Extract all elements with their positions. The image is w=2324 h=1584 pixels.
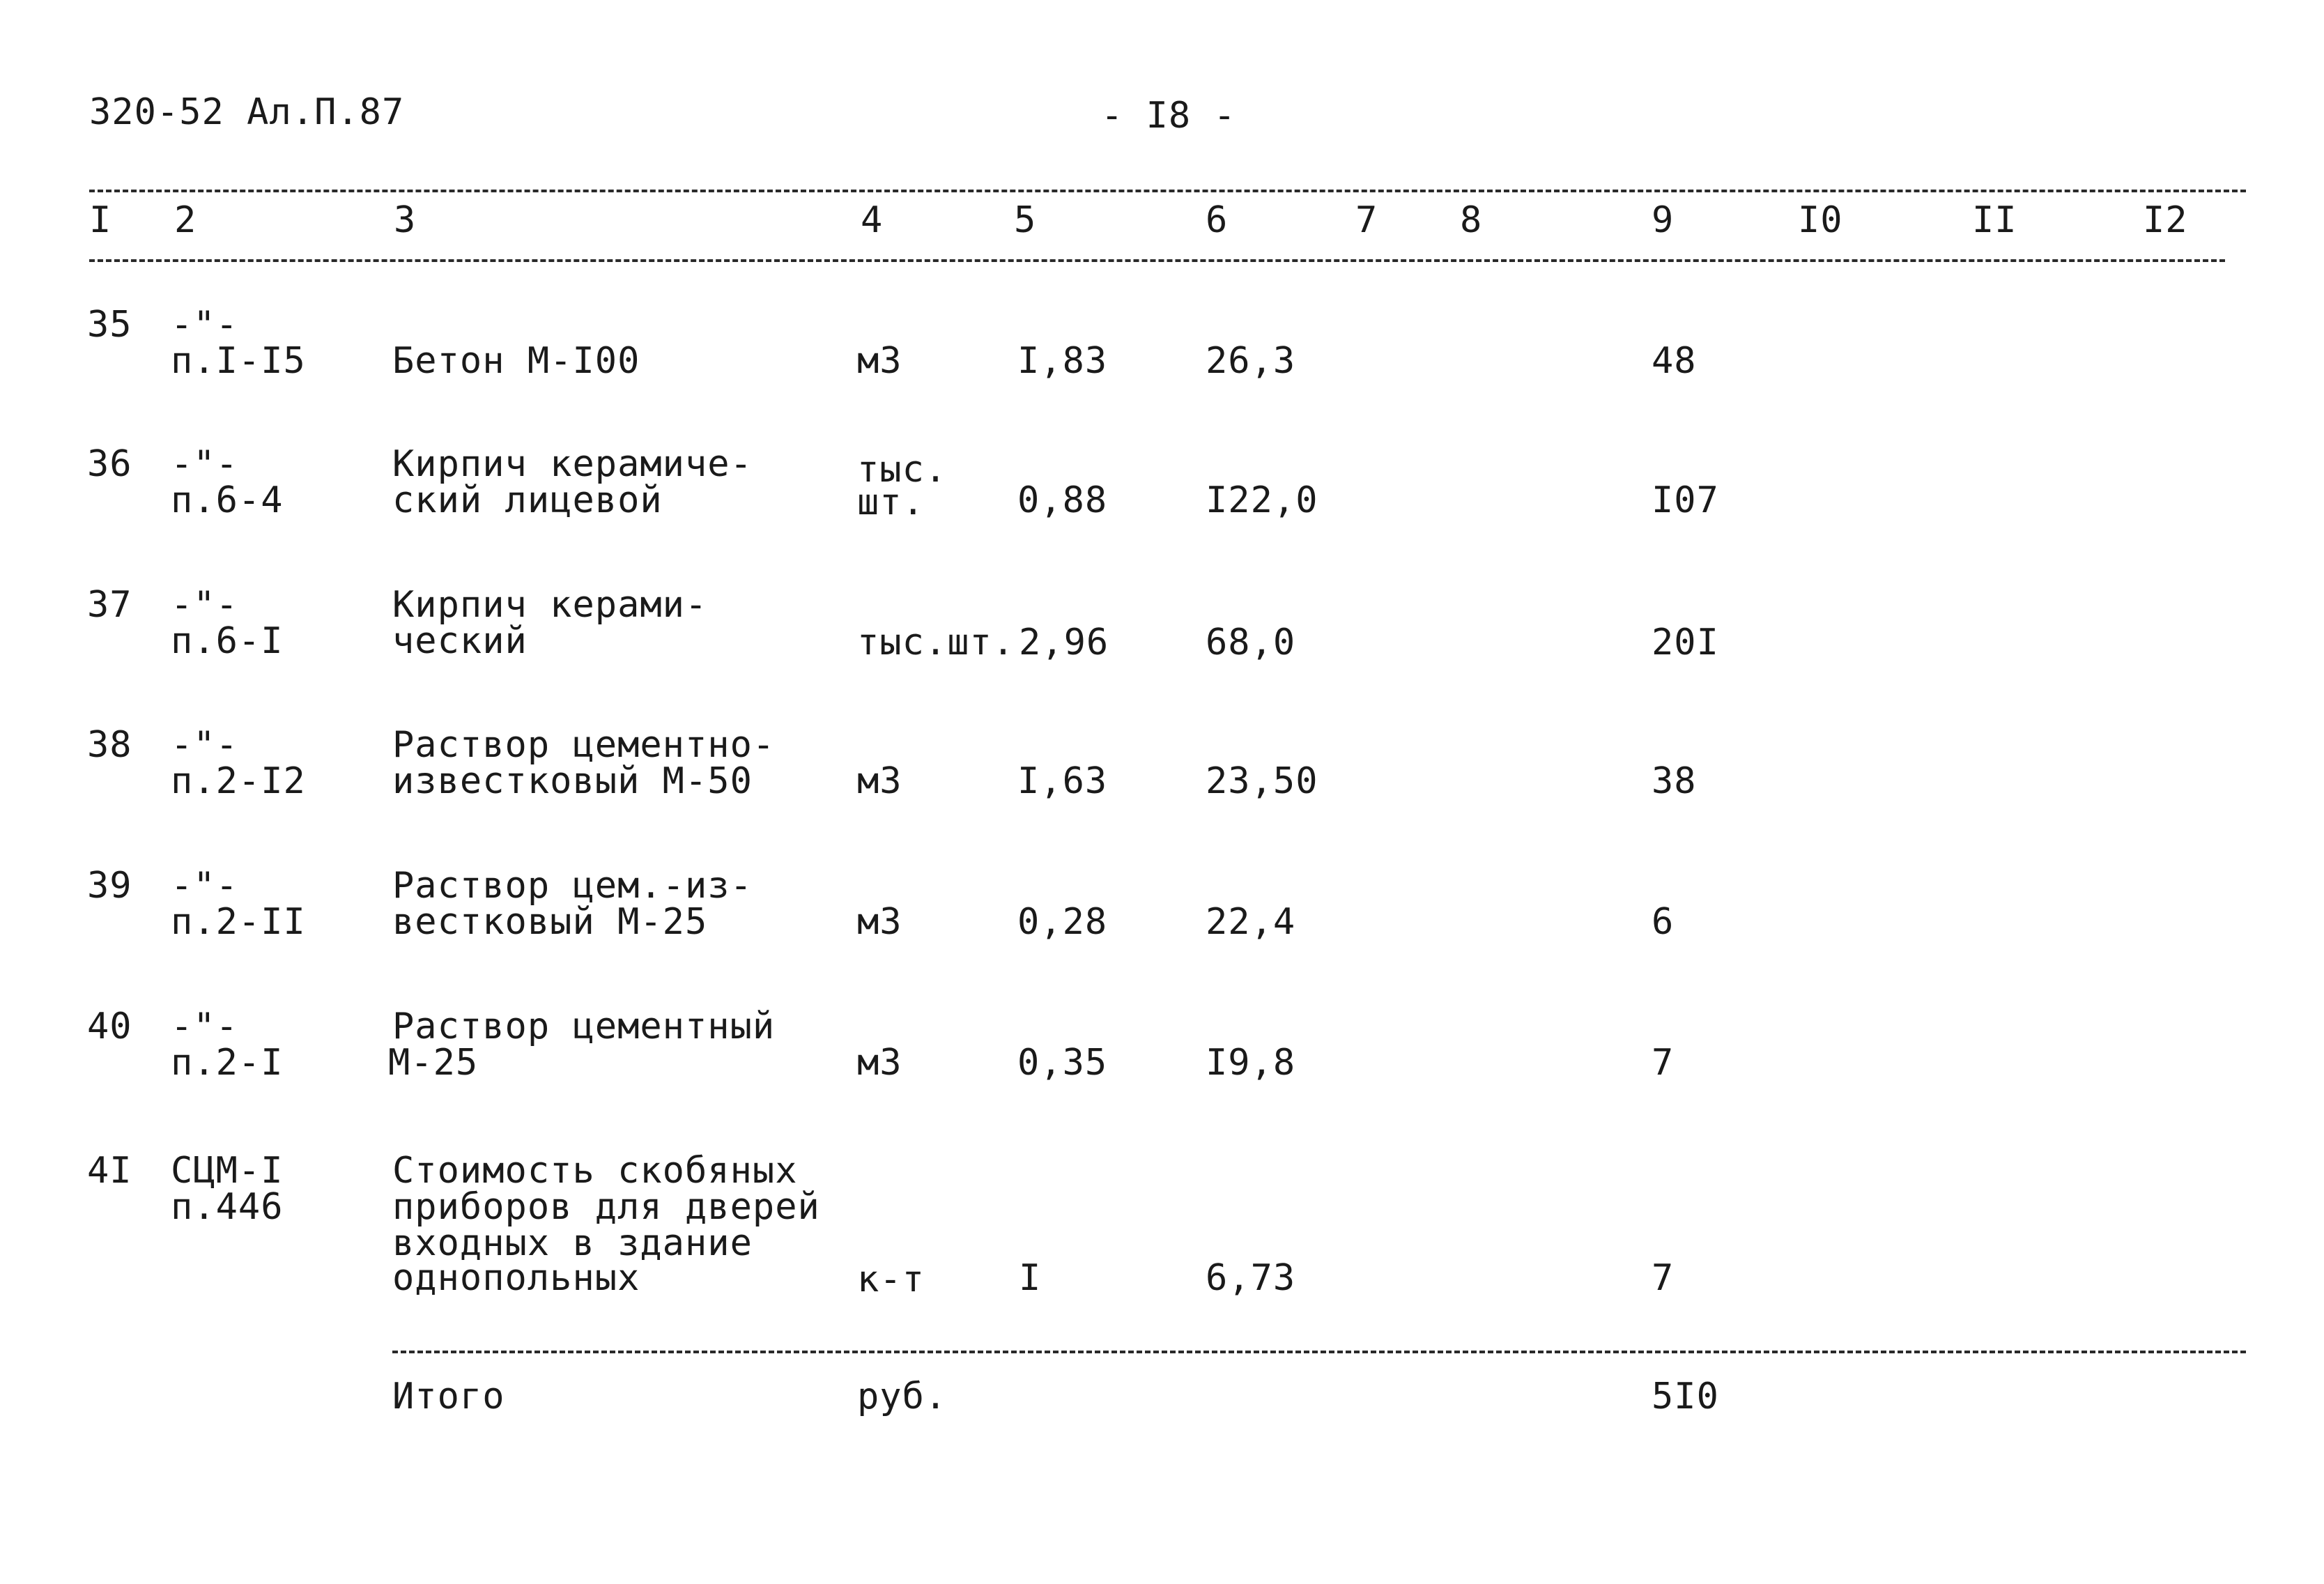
column-header-1: I <box>89 199 112 241</box>
row-name-line2: М-25 <box>388 1042 479 1084</box>
row-name-line4: однопольных <box>392 1257 640 1299</box>
row-total: 6 <box>1652 901 1675 943</box>
row-unit: к-т <box>857 1259 925 1300</box>
row-price: 22,4 <box>1206 901 1296 943</box>
column-header-8: 8 <box>1460 199 1483 241</box>
row-unit: тыс.шт. <box>857 622 1015 663</box>
row-price: 26,3 <box>1206 340 1296 382</box>
row-name-line1: Стоимость скобяных <box>392 1150 798 1192</box>
row-name-line2: вестковый М-25 <box>392 901 708 943</box>
row-number: 35 <box>87 304 132 346</box>
row-price: 23,50 <box>1206 760 1318 802</box>
document-code: 320-52 Ал.П.87 <box>89 91 405 133</box>
row-name-line1: Раствор цем.-из- <box>392 865 753 907</box>
row-total: 20I <box>1652 622 1719 663</box>
row-quantity: I,83 <box>1017 340 1108 382</box>
row-ref: п.2-I2 <box>171 760 306 802</box>
row-name-line2: ский лицевой <box>392 479 663 521</box>
row-ref: п.2-II <box>171 901 306 943</box>
row-quantity: I,63 <box>1017 760 1108 802</box>
row-ref: п.I-I5 <box>171 340 306 382</box>
row-ref: п.446 <box>171 1186 284 1228</box>
row-unit-line1: тыс. <box>857 449 948 491</box>
header-top-rule <box>89 190 2246 192</box>
row-unit: м3 <box>857 1042 902 1084</box>
column-header-6: 6 <box>1206 199 1229 241</box>
row-ref-ditto: -"- <box>171 724 238 766</box>
column-header-9: 9 <box>1652 199 1675 241</box>
summary-label: Итого <box>392 1376 505 1417</box>
column-header-5: 5 <box>1014 199 1037 241</box>
row-total: 38 <box>1652 760 1697 802</box>
column-header-7: 7 <box>1355 199 1378 241</box>
row-ref-ditto: -"- <box>171 304 238 346</box>
page-number: - I8 - <box>1101 95 1236 137</box>
row-price: I22,0 <box>1206 479 1318 521</box>
row-quantity: 2,96 <box>1019 622 1109 663</box>
row-ref-ditto: -"- <box>171 1006 238 1047</box>
row-total: 48 <box>1652 340 1697 382</box>
row-name-line1: Раствор цементно- <box>392 724 776 766</box>
row-number: 37 <box>87 584 132 626</box>
summary-rule <box>392 1351 2246 1353</box>
column-header-10: I0 <box>1798 199 1843 241</box>
row-number: 36 <box>87 443 132 485</box>
row-ref: п.2-I <box>171 1042 284 1084</box>
row-ref-ditto: -"- <box>171 443 238 485</box>
row-number: 39 <box>87 865 132 907</box>
row-ref: п.6-I <box>171 620 284 662</box>
summary-total: 5I0 <box>1652 1376 1719 1417</box>
row-quantity: I <box>1019 1257 1042 1299</box>
row-price: 68,0 <box>1206 622 1296 663</box>
row-unit: шт. <box>857 482 925 523</box>
row-name-line2: ческий <box>392 620 528 662</box>
header-bottom-rule <box>89 259 2225 262</box>
row-unit: м3 <box>857 760 902 802</box>
row-name-line1: Раствор цементный <box>392 1006 776 1047</box>
column-header-4: 4 <box>861 199 884 241</box>
row-price: 6,73 <box>1206 1257 1296 1299</box>
column-header-3: 3 <box>394 199 417 241</box>
row-quantity: 0,35 <box>1017 1042 1108 1084</box>
row-ref: п.6-4 <box>171 479 284 521</box>
row-ref-ditto: -"- <box>171 584 238 626</box>
row-total: 7 <box>1652 1042 1675 1084</box>
row-name-line2: известковый М-50 <box>392 760 753 802</box>
row-ref-ditto: -"- <box>171 865 238 907</box>
column-header-11: II <box>1972 199 2017 241</box>
row-unit: м3 <box>857 340 902 382</box>
row-name-line2: Бетон М-I00 <box>392 340 640 382</box>
row-ref-collection: СЦМ-I <box>171 1150 284 1192</box>
row-number: 4I <box>87 1150 132 1192</box>
row-quantity: 0,88 <box>1017 479 1108 521</box>
row-name-line2: приборов для дверей <box>392 1186 820 1228</box>
row-name-line1: Кирпич керамиче- <box>392 443 753 485</box>
row-number: 38 <box>87 724 132 766</box>
row-price: I9,8 <box>1206 1042 1296 1084</box>
row-name-line3: входных в здание <box>392 1222 753 1264</box>
row-total: 7 <box>1652 1257 1675 1299</box>
column-header-12: I2 <box>2143 199 2188 241</box>
column-header-2: 2 <box>174 199 197 241</box>
summary-unit: руб. <box>857 1376 948 1417</box>
row-name-line1: Кирпич керами- <box>392 584 708 626</box>
row-number: 40 <box>87 1006 132 1047</box>
row-unit: м3 <box>857 901 902 943</box>
row-total: I07 <box>1652 479 1719 521</box>
row-quantity: 0,28 <box>1017 901 1108 943</box>
